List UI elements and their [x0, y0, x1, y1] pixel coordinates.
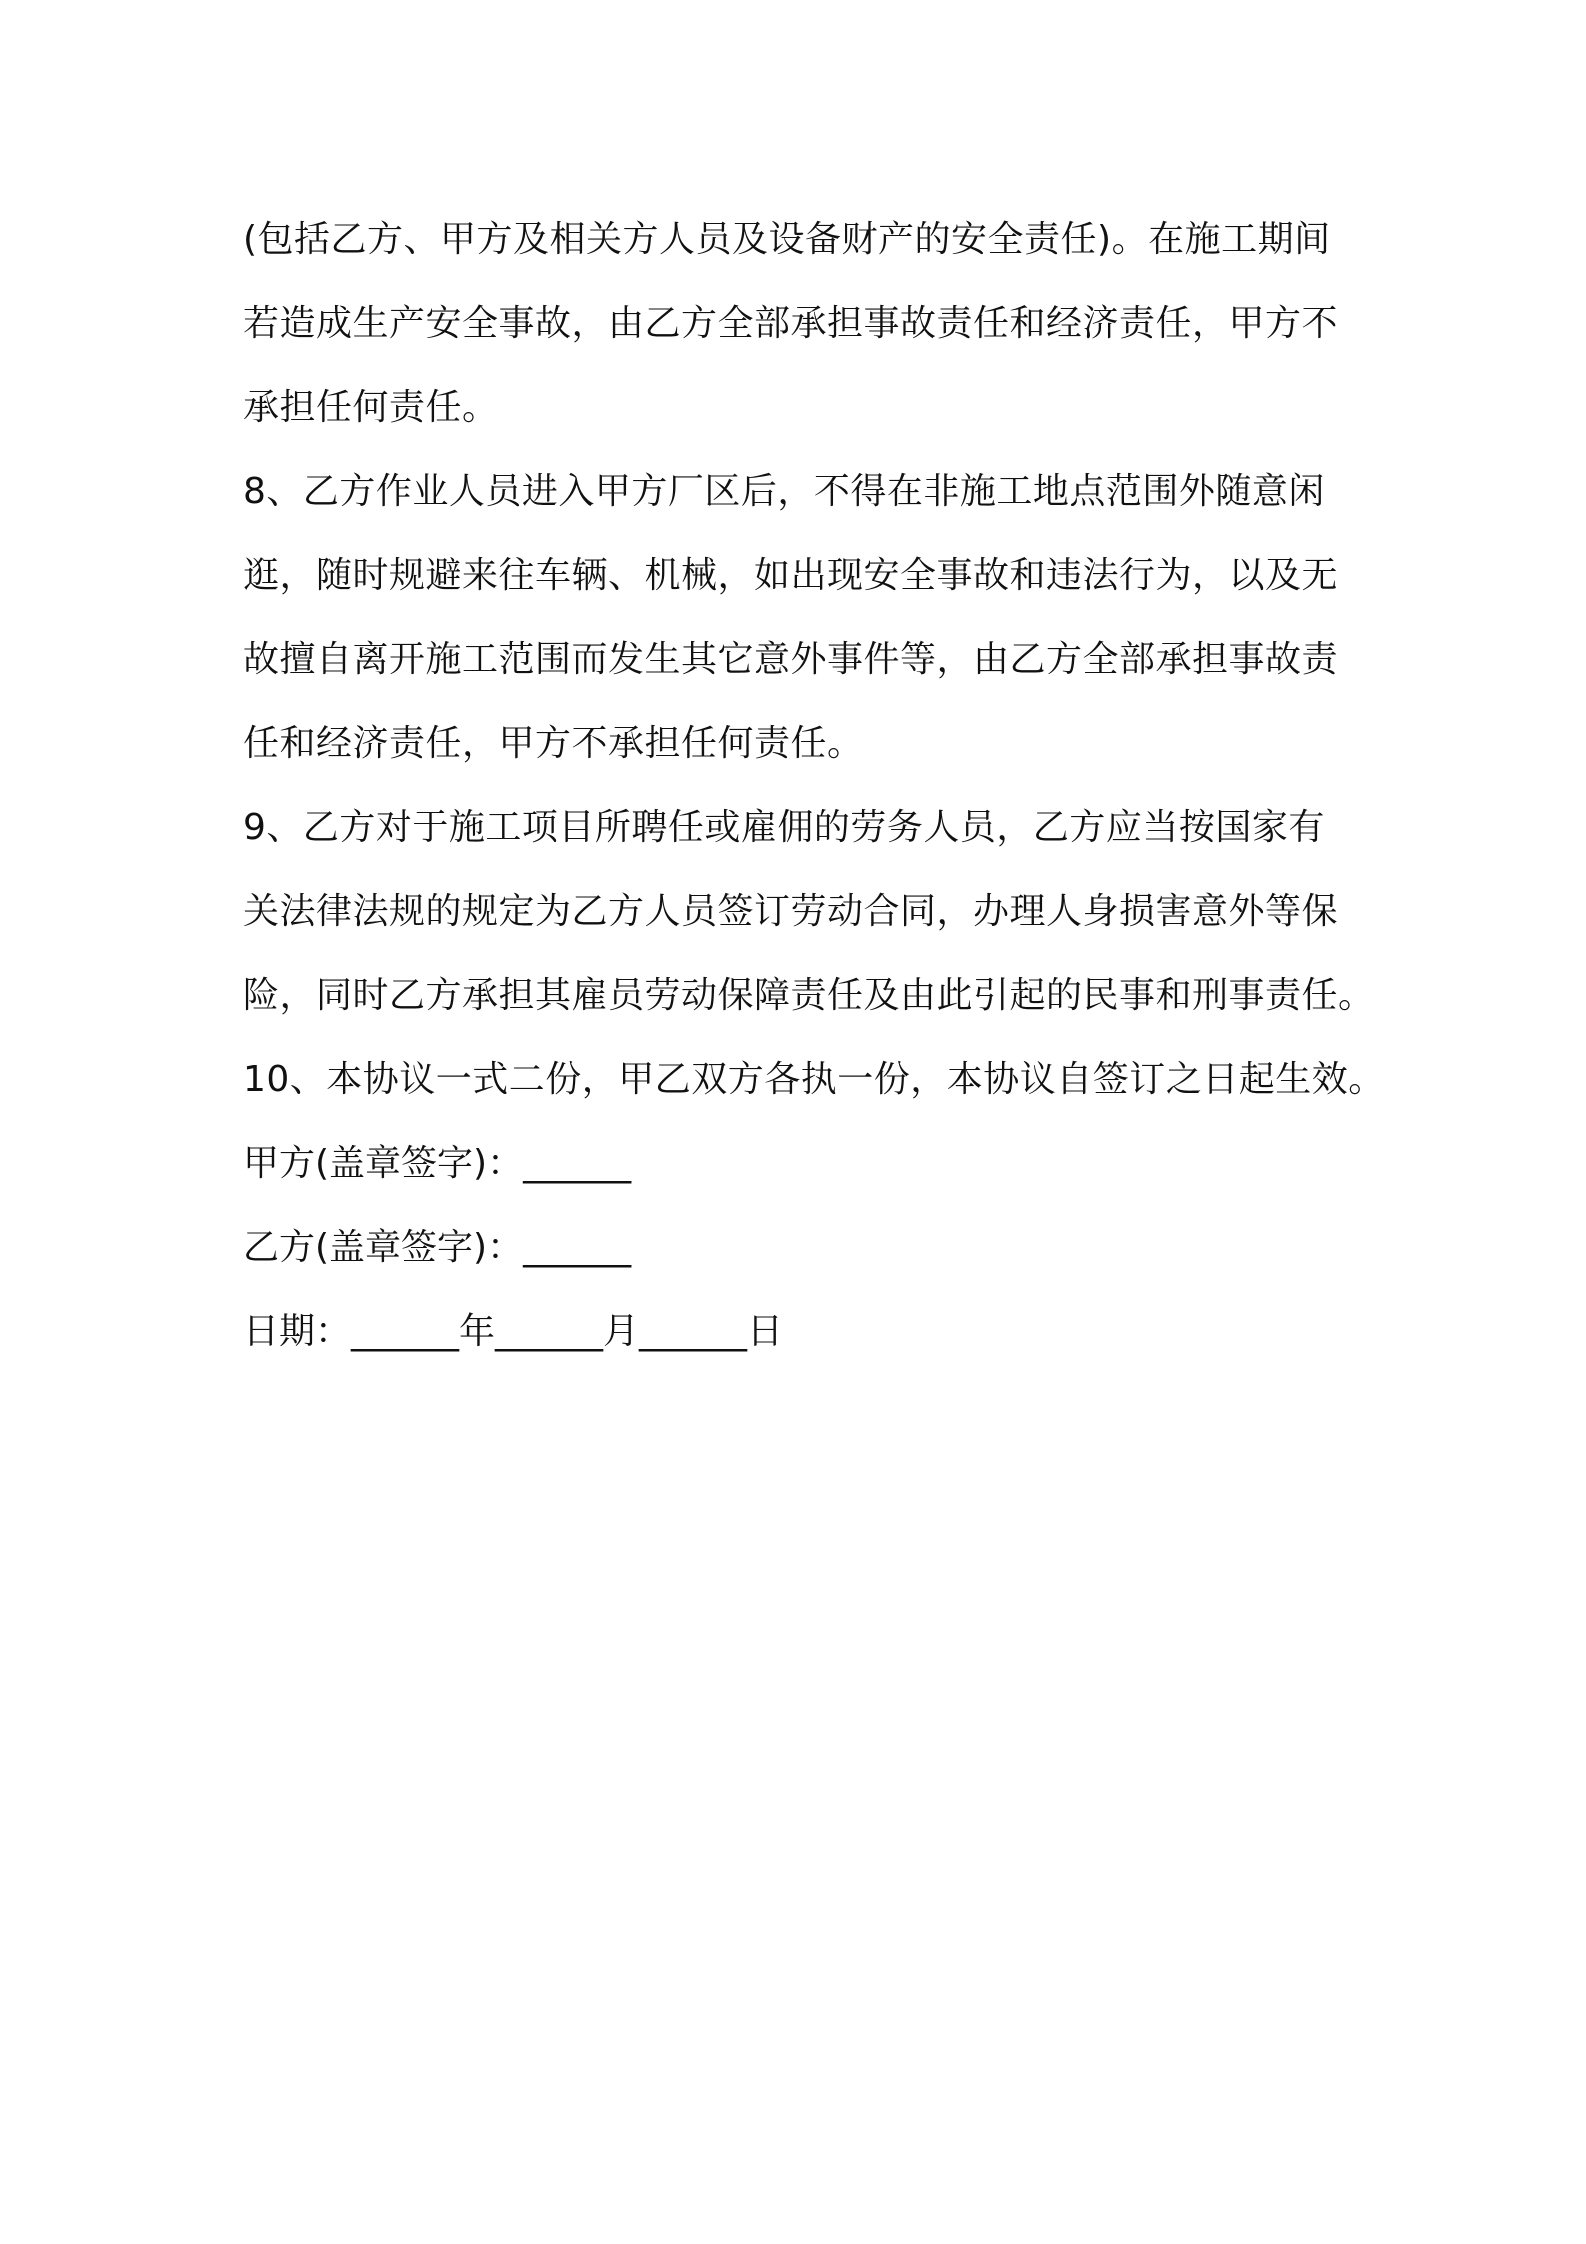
text-line: 故擅自离开施工范围而发生其它意外事件等，由乙方全部承担事故责 — [243, 639, 1339, 680]
paragraph-clause-8 — [243, 450, 1363, 786]
text-line: 9、乙方对于施工项目所聘任或雇佣的劳务人员，乙方应当按国家有 — [243, 807, 1325, 848]
text-line: 任和经济责任，甲方不承担任何责任。 — [243, 723, 864, 764]
text-line: 若造成生产安全事故，由乙方全部承担事故责任和经济责任，甲方不 — [243, 303, 1339, 344]
party-b-signature-line: 乙方(盖章签字)：______ — [243, 1227, 632, 1268]
paragraph-clause-9 — [243, 786, 1375, 1038]
party-a-signature-line: 甲方(盖章签字)：______ — [243, 1143, 632, 1184]
text-line: 10、本协议一式二份，甲乙双方各执一份，本协议自签订之日起生效。 — [243, 1059, 1385, 1100]
text-line: (包括乙方、甲方及相关方人员及设备财产的安全责任)。在施工期间 — [243, 219, 1331, 260]
paragraph-clause-10 — [243, 1038, 1385, 1122]
text-line: 8、乙方作业人员进入甲方厂区后，不得在非施工地点范围外随意闲 — [243, 471, 1325, 512]
paragraph-safety-responsibility — [243, 198, 1363, 450]
date-line: 日期：______年______月______日 — [243, 1311, 784, 1352]
document-body — [243, 198, 1385, 1374]
text-line: 承担任何责任。 — [243, 387, 499, 428]
text-line: 逛，随时规避来往车辆、机械，如出现安全事故和违法行为，以及无 — [243, 555, 1339, 596]
signature-block — [243, 1122, 1363, 1374]
text-line: 关法律法规的规定为乙方人员签订劳动合同，办理人身损害意外等保 — [243, 891, 1339, 932]
text-line: 险，同时乙方承担其雇员劳动保障责任及由此引起的民事和刑事责任。 — [243, 975, 1375, 1016]
